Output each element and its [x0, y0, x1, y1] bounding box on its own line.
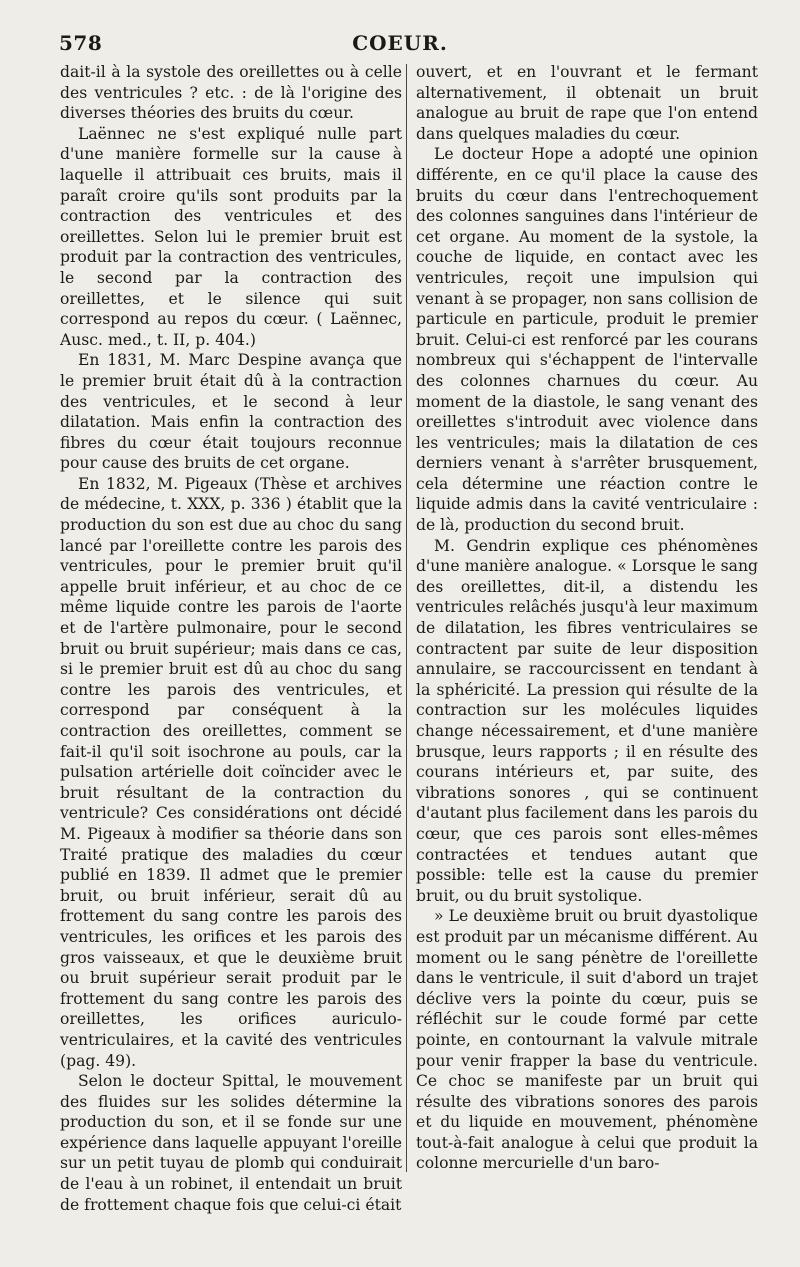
- left-column: [60, 62, 402, 1215]
- page-header: [59, 31, 741, 57]
- paragraph: » Le deuxième bruit ou bruit dyastolique est produit par un mécanisme différent. Au moment ou le sang pénètre de l'oreillette dans le ventricule, il suit d'abord un trajet déclive vers la pointe du cœur, puis se réfléchit sur le coude formé par cette pointe, en contournant la valvule mitrale pour venir frapper la base du ventricule. Ce choc se manifeste par un bruit qui résulte des vibrations sonores des parois et du liquide en mouvement, phénomène tout-à-fait analogue à celui que produit la colonne mercurielle d'un baro-: [416, 907, 758, 1173]
- paragraph: M. Gendrin explique ces phénomènes d'une manière analogue. « Lorsque le sang des oreillettes, dit-il, a distendu les ventricules relâchés jusqu'à leur maximum de dilatation, les fibres ventriculaires se contractent par suite de leur disposition annulaire, se raccourcissent en tendant à la sphéricité. La pression qui résulte de la contraction sur les molécules liquides change nécessairement, et d'une manière brusque, leurs rapports ; il en résulte des courans intérieurs et, par suite, des vibrations sonores , qui se continuent d'autant plus facilement dans les parois du cœur, que ces parois sont elles-mêmes contractées et tendues autant que possible: telle est la cause du premier bruit, ou du bruit systolique.: [416, 536, 758, 905]
- paragraph: ouvert, et en l'ouvrant et le fermant alternativement, il obtenait un bruit analogue au bruit de rape que l'on entend dans quelques maladies du cœur.: [416, 63, 758, 143]
- paragraph: dait-il à la systole des oreillettes ou à celle des ventricules ? etc. : de là l'origine des diverses théories des bruits du cœur.: [60, 63, 402, 123]
- right-column: [416, 62, 758, 1174]
- column-divider: [406, 64, 407, 1172]
- paragraph: Laënnec ne s'est expliqué nulle part d'une manière formelle sur la cause à laquelle il attribuait ces bruits, mais il paraît croire qu'ils sont produits par la contraction des ventricules et des oreillettes. Selon lui le premier bruit est produit par la contraction des ventricules, le second par la contraction des oreillettes, et le silence qui suit correspond au repos du cœur. ( Laënnec, Ausc. med., t. II, p. 404.): [60, 124, 402, 349]
- page-number: 578: [59, 31, 103, 55]
- paragraph: En 1832, M. Pigeaux (Thèse et archives de médecine, t. XXX, p. 336 ) établit que la production du son est due au choc du sang lancé par l'oreillette contre les parois des ventricules, pour le premier bruit qu'il appelle bruit inférieur, et au choc de ce même liquide contre les parois de l'aorte et de l'artère pulmonaire, pour le second bruit ou bruit supérieur; mais dans ce cas, si le premier bruit est dû au choc du sang contre les parois des ventricules, et correspond par conséquent à la contraction des oreillettes, comment se fait-il qu'il soit isochrone au pouls, car la pulsation artérielle doit coïncider avec le bruit résultant de la contraction du ventricule? Ces considérations ont décidé M. Pigeaux à modifier sa théorie dans son Traité pratique des maladies du cœur publié en 1839. Il admet que le premier bruit, ou bruit inférieur, serait dû au frottement du sang contre les parois des ventricules, les orifices et les parois des gros vaisseaux, et que le deuxième bruit ou bruit supérieur serait produit par le frottement du sang contre les parois des oreillettes, les orifices auriculo-ventriculaires, et la cavité des ventricules (pag. 49).: [60, 474, 402, 1070]
- running-title: COEUR.: [352, 31, 448, 55]
- paragraph: Le docteur Hope a adopté une opinion différente, en ce qu'il place la cause des bruits du cœur dans l'entrechoquement des colonnes sanguines dans l'intérieur de cet organe. Au moment de la systole, la couche de liquide, en contact avec les ventricules, reçoit une impulsion qui venant à se propager, non sans collision de particule en particule, produit le premier bruit. Celui-ci est renforcé par les courans nombreux qui s'échappent de l'intervalle des colonnes charnues du cœur. Au moment de la diastole, le sang venant des oreillettes s'introduit avec violence dans les ventricules; mais la dilatation de ces derniers venant à s'arrêter brusquement, cela détermine une réaction contre le liquide admis dans la cavité ventriculaire : de là, production du second bruit.: [416, 145, 758, 535]
- paragraph: En 1831, M. Marc Despine avança que le premier bruit était dû à la contraction des ventricules, et le second à leur dilatation. Mais enfin la contraction des fibres du cœur était toujours reconnue pour cause des bruits de cet organe.: [60, 351, 402, 473]
- paragraph: Selon le docteur Spittal, le mouvement des fluides sur les solides détermine la production du son, et il se fonde sur une expérience dans laquelle appuyant l'oreille sur un petit tuyau de plomb qui conduirait de l'eau à un robinet, il entendait un bruit de frottement chaque fois que celui-ci était: [60, 1072, 402, 1214]
